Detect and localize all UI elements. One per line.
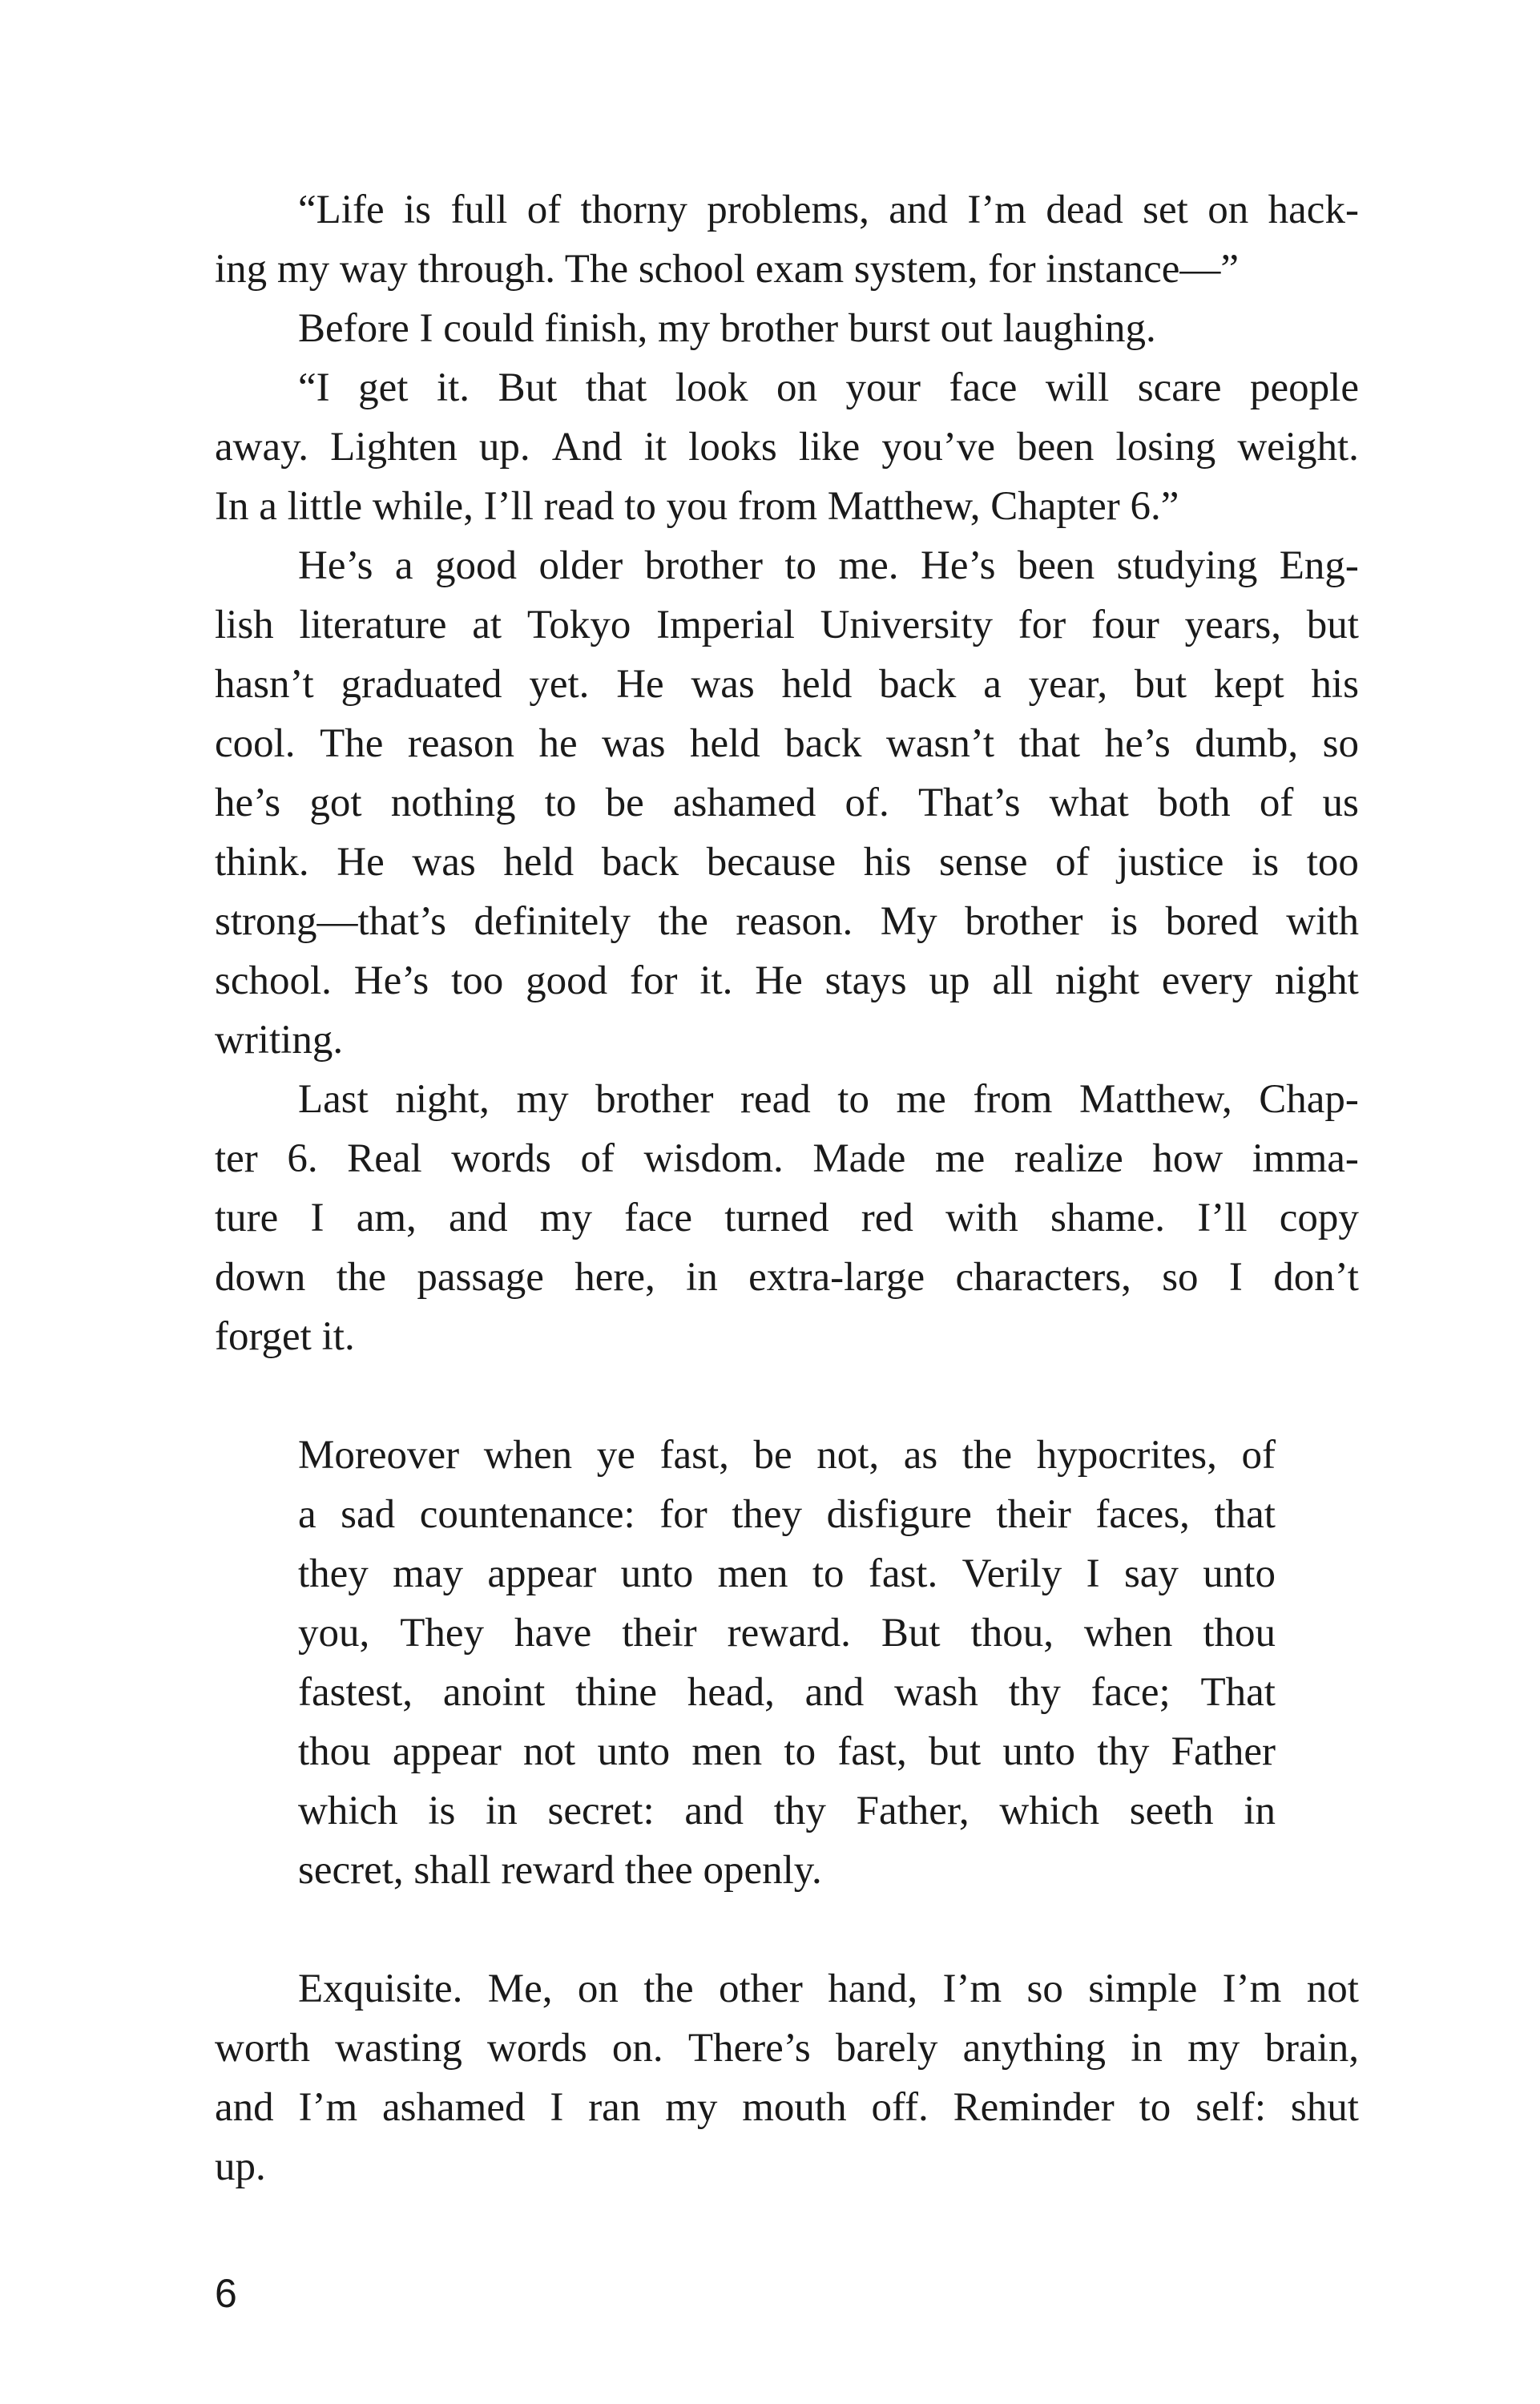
quotation-line: they may appear unto men to fast. Verily I say unto: [298, 1551, 1276, 1596]
page-number: 6: [215, 2271, 237, 2316]
text-line: ing my way through. The school exam system, for instance—”: [215, 247, 1240, 292]
quotation-line: you, They have their reward. But thou, when thou: [298, 1611, 1276, 1656]
text-line: writing.: [215, 1018, 344, 1063]
text-line: hasn’t graduated yet. He was held back a year, but kept his: [215, 662, 1359, 707]
text-line: forget it.: [215, 1314, 355, 1359]
text-line: worth wasting words on. There’s barely anything in my brain,: [215, 2026, 1359, 2071]
text-line: cool. The reason he was held back wasn’t that he’s dumb, so: [215, 721, 1359, 766]
text-line: lish literature at Tokyo Imperial University for four years, but: [215, 603, 1359, 647]
quotation-line: Moreover when ye fast, be not, as the hypocrites, of: [298, 1433, 1276, 1478]
text-line: school. He’s too good for it. He stays up all night every night: [215, 958, 1359, 1003]
quotation-line: secret, shall reward thee openly.: [298, 1848, 822, 1893]
text-line: he’s got nothing to be ashamed of. That’s what both of us: [215, 780, 1359, 825]
text-line: think. He was held back because his sense of justice is too: [215, 840, 1359, 885]
quotation-line: a sad countenance: for they disfigure their faces, that: [298, 1492, 1276, 1537]
text-line: ter 6. Real words of wisdom. Made me realize how imma-: [215, 1136, 1359, 1181]
text-line: Before I could finish, my brother burst out laughing.: [298, 306, 1156, 351]
quotation-line: which is in secret: and thy Father, which seeth in: [298, 1789, 1276, 1833]
text-line: strong—that’s definitely the reason. My brother is bored with: [215, 899, 1359, 944]
text-line: ture I am, and my face turned red with shame. I’ll copy: [215, 1196, 1359, 1240]
text-line: In a little while, I’ll read to you from Matthew, Chapter 6.”: [215, 484, 1179, 529]
text-line: up.: [215, 2144, 266, 2189]
text-line: He’s a good older brother to me. He’s been studying Eng-: [298, 543, 1359, 588]
text-line: away. Lighten up. And it looks like you’ve been losing weight.: [215, 425, 1359, 470]
quotation-line: thou appear not unto men to fast, but unto thy Father: [298, 1729, 1276, 1774]
text-line: Last night, my brother read to me from Matthew, Chap-: [298, 1077, 1359, 1122]
text-line: and I’m ashamed I ran my mouth off. Reminder to self: shut: [215, 2085, 1359, 2130]
text-line: Exquisite. Me, on the other hand, I’m so simple I’m not: [298, 1966, 1359, 2011]
quotation-line: fastest, anoint thine head, and wash thy face; That: [298, 1670, 1276, 1715]
text-line: “Life is full of thorny problems, and I’m dead set on hack-: [298, 188, 1359, 232]
text-line: “I get it. But that look on your face will scare people: [298, 365, 1359, 410]
text-line: down the passage here, in extra-large characters, so I don’t: [215, 1255, 1359, 1300]
